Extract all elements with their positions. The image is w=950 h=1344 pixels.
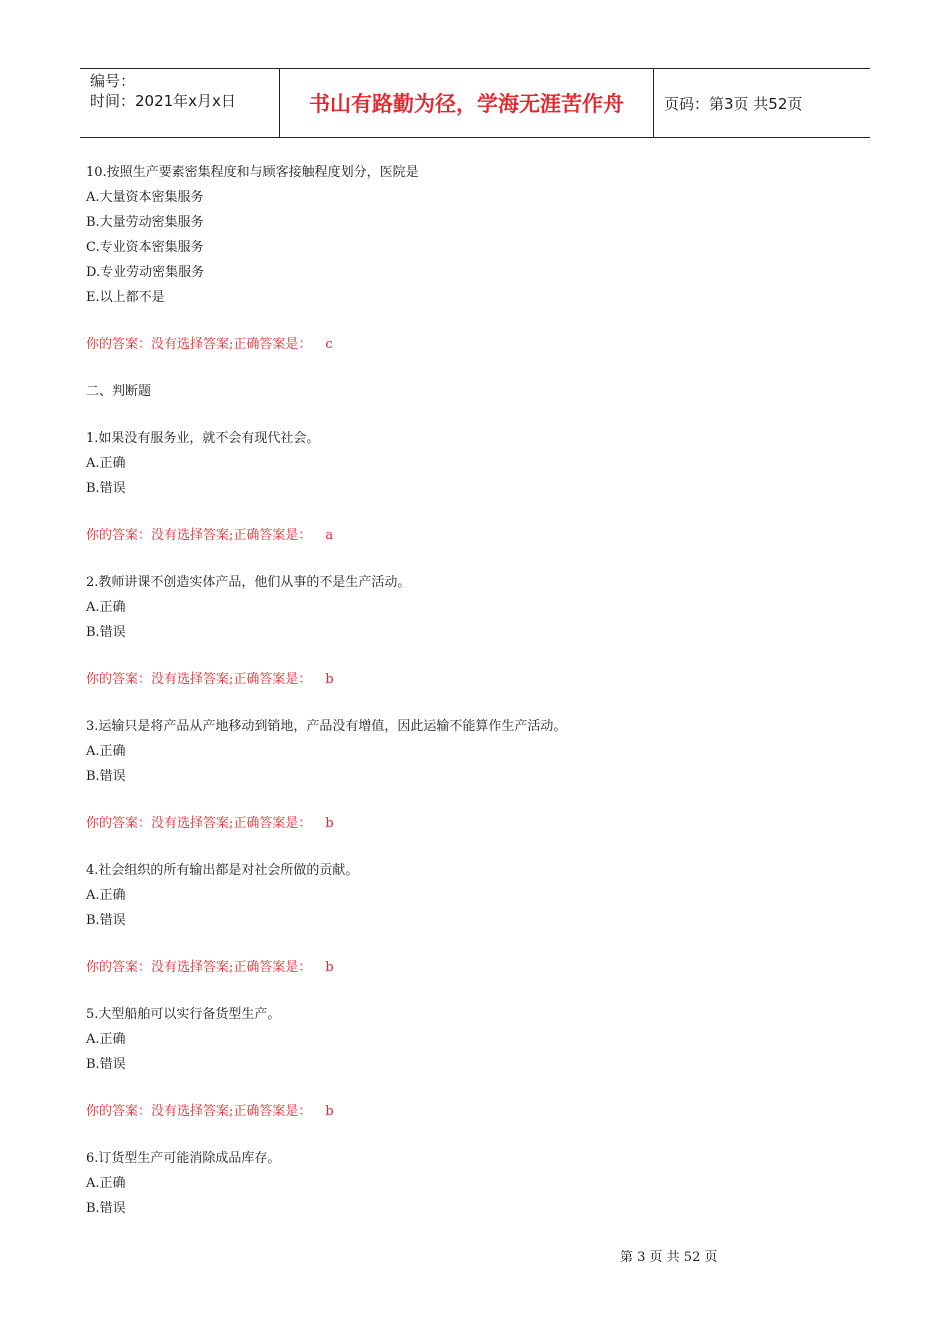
answer-label: 你的答案：没有选择答案;正确答案是：	[86, 337, 312, 352]
judgment-4	[86, 858, 866, 1002]
question-10	[86, 160, 866, 379]
option-b: B.错误	[86, 1057, 126, 1072]
answer-value: a	[325, 528, 334, 543]
option-a: A.正确	[86, 1032, 126, 1047]
answer-line	[86, 332, 866, 357]
section-title: 二、判断题	[86, 384, 152, 399]
answer-value: b	[325, 816, 334, 831]
answer-line	[86, 523, 866, 548]
answer-line	[86, 955, 866, 980]
question-text: 5.大型船舶可以实行备货型生产。	[86, 1007, 281, 1022]
judgment-5	[86, 1002, 866, 1146]
option-b: B.错误	[86, 913, 126, 928]
option-a: A.正确	[86, 1176, 126, 1191]
answer-label: 你的答案：没有选择答案;正确答案是：	[86, 960, 312, 975]
number-label: 编号：	[90, 72, 136, 90]
answer-value: b	[325, 1104, 334, 1119]
option-a: A.正确	[86, 456, 126, 471]
answer-label: 你的答案：没有选择答案;正确答案是：	[86, 1104, 312, 1119]
question-text: 2.教师讲课不创造实体产品，他们从事的不是生产活动。	[86, 575, 411, 590]
option-e: E.以上都不是	[86, 290, 165, 305]
option-a: A.正确	[86, 888, 126, 903]
answer-label: 你的答案：没有选择答案;正确答案是：	[86, 672, 312, 687]
judgment-3	[86, 714, 866, 858]
header-page-label: 页码：第3页 共52页	[664, 94, 803, 113]
question-text: 10.按照生产要素密集程度和与顾客接触程度划分，医院是	[86, 165, 419, 180]
option-a: A.大量资本密集服务	[86, 190, 204, 205]
judgment-2	[86, 570, 866, 714]
header-motto: 书山有路勤为径，学海无涯苦作舟	[280, 69, 654, 137]
option-d: D.专业劳动密集服务	[86, 265, 205, 280]
header-meta	[80, 69, 280, 137]
option-b: B.大量劳动密集服务	[86, 215, 204, 230]
option-c: C.专业资本密集服务	[86, 240, 204, 255]
option-a: A.正确	[86, 600, 126, 615]
answer-value: b	[325, 960, 334, 975]
page-header	[80, 68, 870, 138]
question-text: 4.社会组织的所有输出都是对社会所做的贡献。	[86, 863, 359, 878]
option-b: B.错误	[86, 625, 126, 640]
question-text: 6.订货型生产可能消除成品库存。	[86, 1151, 281, 1166]
document-body	[86, 160, 866, 1221]
option-a: A.正确	[86, 744, 126, 759]
option-b: B.错误	[86, 1201, 126, 1216]
question-text: 1.如果没有服务业，就不会有现代社会。	[86, 431, 320, 446]
answer-value: b	[325, 672, 334, 687]
answer-line	[86, 667, 866, 692]
question-text: 3.运输只是将产品从产地移动到销地，产品没有增值，因此运输不能算作生产活动。	[86, 719, 567, 734]
date-label: 时间：2021年x月x日	[90, 92, 236, 110]
page-footer: 第 3 页 共 52 页	[620, 1250, 718, 1265]
option-b: B.错误	[86, 769, 126, 784]
answer-label: 你的答案：没有选择答案;正确答案是：	[86, 816, 312, 831]
option-b: B.错误	[86, 481, 126, 496]
judgment-1	[86, 426, 866, 570]
answer-label: 你的答案：没有选择答案;正确答案是：	[86, 528, 312, 543]
judgment-6	[86, 1146, 866, 1221]
answer-line	[86, 1099, 866, 1124]
answer-value: c	[325, 337, 333, 352]
answer-line	[86, 811, 866, 836]
